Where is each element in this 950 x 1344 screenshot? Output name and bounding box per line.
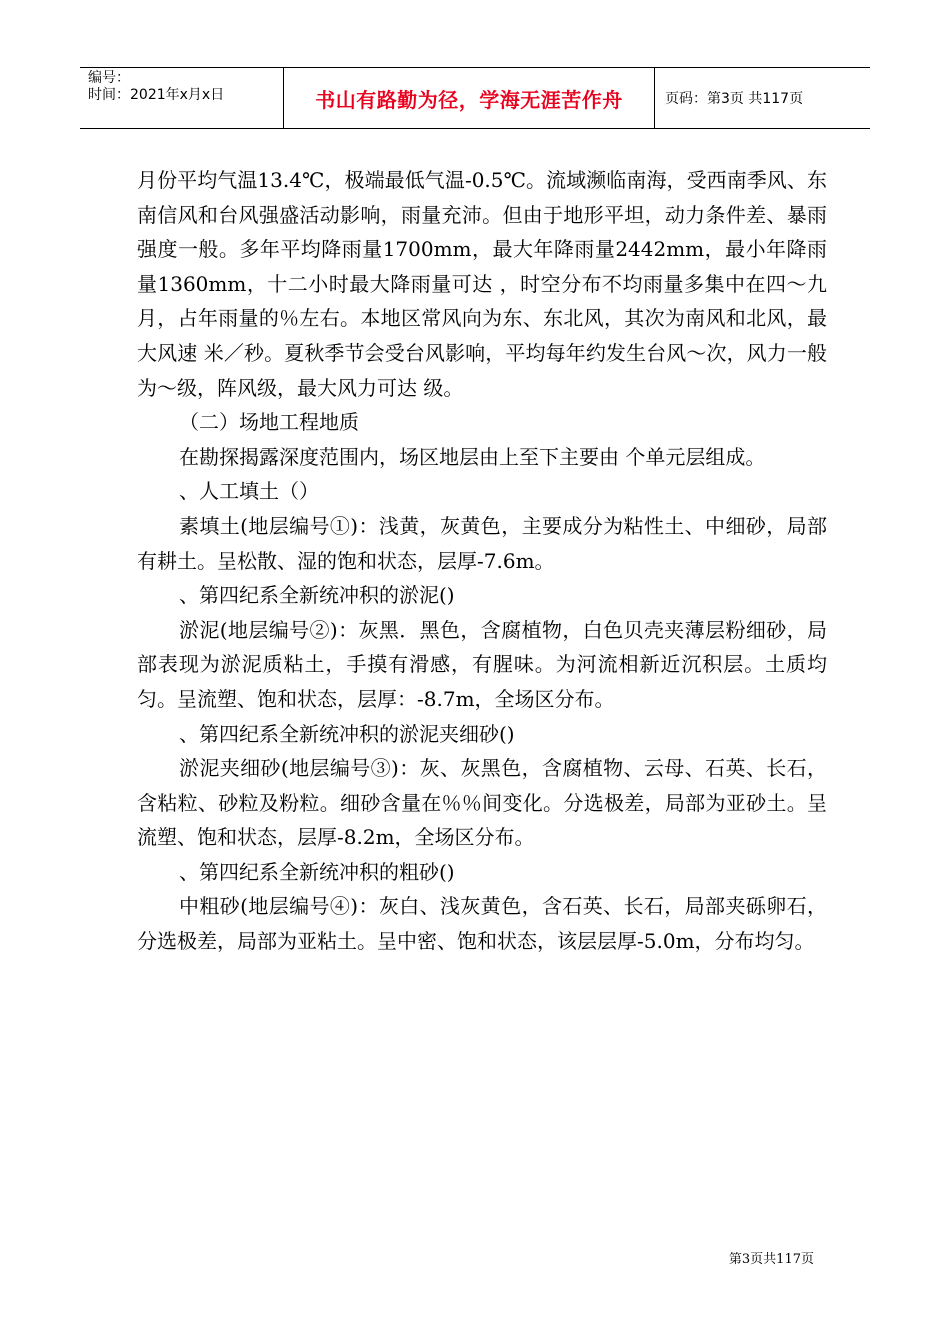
paragraph-strata-intro: 在勘探揭露深度范围内，场区地层由上至下主要由 个单元层组成。	[179, 444, 766, 469]
header-motto: 书山有路勤为径，学海无涯苦作舟	[315, 87, 623, 112]
header-motto-cell	[283, 68, 655, 128]
header-page-number: 页码：第3页 共117页	[665, 91, 804, 107]
subheading-silt: 、第四纪系全新统冲积的淤泥()	[179, 583, 455, 608]
subheading-artificial-fill: 、人工填土（）	[179, 479, 319, 504]
subheading-coarse-sand: 、第四纪系全新统冲积的粗砂()	[179, 859, 455, 884]
page-footer	[729, 1248, 814, 1267]
paragraph-plain-fill: 素填土(地层编号①)：浅黄，灰黄色，主要成分为粘性土、中细砂，局部有耕土。呈松散、湿的饱和状态，层厚-7.6m。	[137, 513, 827, 573]
document-number-label: 编号：	[88, 70, 130, 86]
paragraph-silt-fine-sand: 淤泥夹细砂(地层编号③)：灰、灰黑色，含腐植物、云母、石英、长石，含粘粒、砂粒及粉粒。细砂含量在％％间变化。分选极差，局部为亚砂土。呈流塑、饱和状态，层厚-8.2m，全场区分布。	[137, 756, 827, 850]
section-heading-geology: （二）场地工程地质	[179, 410, 359, 435]
document-body	[137, 163, 827, 959]
paragraph-coarse-sand: 中粗砂(地层编号④)：灰白、浅灰黄色，含石英、长石，局部夹砾卵石，分选极差，局部为亚粘土。呈中密、饱和状态，该层层厚-5.0m，分布均匀。	[137, 894, 827, 954]
header-page-cell	[655, 68, 870, 128]
footer-page-number: 第3页共117页	[728, 1252, 814, 1267]
paragraph-climate: 月份平均气温13.4℃，极端最低气温-0.5℃。流域濒临南海，受西南季风、东南信风和台风强盛活动影响，雨量充沛。但由于地形平坦，动力条件差、暴雨强度一般。多年平均降雨量1700mm，最大年降雨量2442mm，最小年降雨量1360mm，十二小时最大降雨量可达 ，时空分布不均雨量多集中在四～九月，占年雨量的％左右。本地区常风向为东、东北风，其次为南风和北风，最大风速 米／秒。夏秋季节会受台风影响，平均每年约发生台风～次，风力一般为～级，阵风级，最大风力可达 级。	[137, 168, 827, 400]
subheading-silt-fine-sand: 、第四纪系全新统冲积的淤泥夹细砂()	[179, 721, 515, 746]
paragraph-silt: 淤泥(地层编号②)：灰黑．黑色，含腐植物，白色贝壳夹薄层粉细砂，局部表现为淤泥质粘土，手摸有滑感，有腥味。为河流相新近沉积层。土质均匀。呈流塑、饱和状态，层厚：-8.7m，全场区分布。	[137, 617, 827, 711]
document-time-label: 时间：2021年x月x日	[88, 87, 225, 103]
header-meta-cell	[80, 68, 283, 128]
page-header	[80, 67, 870, 129]
